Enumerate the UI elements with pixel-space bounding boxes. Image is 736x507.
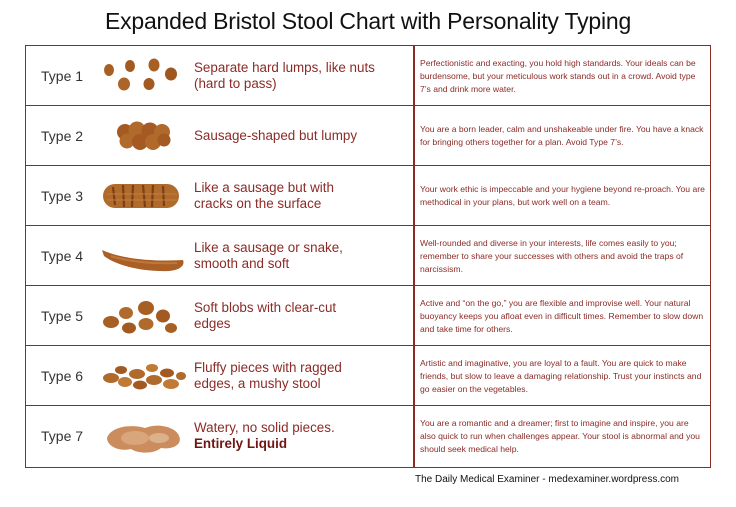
stool-description [194,226,406,286]
type-label: Type 2 [41,128,84,144]
personality-text [420,46,706,106]
description-line-2: smooth and soft [194,256,290,271]
description-line-1: Fluffy pieces with ragged [194,360,342,375]
stool-lumpy-sausage-icon [99,114,189,158]
page-title: Expanded Bristol Stool Chart with Personality Typing [104,8,632,34]
personality-paragraph: Well-rounded and diverse in your interests, life comes easily to you; remember to share your successes with others and avoid the traps of narcissism. [420,237,684,274]
personality-text [420,406,706,466]
description-line-1: Soft blobs with clear-cut [194,300,337,315]
type-label: Type 7 [41,428,84,444]
type-label: Type 3 [41,188,84,204]
stool-description [194,106,406,166]
footer-credit: The Daily Medical Examiner - medexaminer.wordpress.com [415,474,679,485]
stool-description [194,406,406,466]
stool-description [194,166,406,226]
stool-description [194,46,406,106]
personality-paragraph: Artistic and imaginative, you are loyal to a fault. You are quick to make friends, but slow to leave a damaging relationship. Trust your instincts and go easier on the vegetables. [420,357,702,394]
personality-text [420,286,706,346]
personality-text [420,166,706,226]
stool-chart-table [25,45,711,468]
stool-description [194,286,406,346]
personality-text [420,226,706,286]
description-line-1: Separate hard lumps, like nuts [194,60,375,75]
description-line-2: edges [194,316,231,331]
chart-row-type-4 [26,226,710,286]
type-label: Type 4 [41,248,84,264]
personality-paragraph: You are a born leader, calm and unshakeable under fire. You have a knack for bringing others together for a plan. Avoid Type 7’s. [420,124,704,147]
chart-row-type-6 [26,346,710,406]
chart-row-type-2 [26,106,710,166]
type-label: Type 5 [41,308,84,324]
description-line-2: edges, a mushy stool [194,376,321,391]
type-label: Type 1 [41,68,84,84]
type-label: Type 6 [41,368,84,384]
description-line-1: Like a sausage but with [194,180,334,195]
stool-description [194,346,406,406]
stool-cracked-sausage-icon [99,174,189,218]
chart-row-type-3 [26,166,710,226]
personality-paragraph: Perfectionistic and exacting, you hold high standards. Your ideals can be burdensome, but your meticulous work stands out in a crowd. Avoid type 7’s and drink more water. [420,57,696,94]
personality-text [420,106,706,166]
description-line-1: Like a sausage or snake, [194,240,343,255]
stool-liquid-icon [99,414,189,458]
chart-row-type-5 [26,286,710,346]
stool-lumps-icon [99,54,189,98]
description-line-2: Entirely Liquid [194,436,287,451]
personality-text [420,346,706,406]
description-line-1: Watery, no solid pieces. [194,420,335,435]
personality-paragraph: Your work ethic is impeccable and your hygiene beyond re-proach. You are methodical in your plans, but work well on a team. [420,184,705,207]
description-line-2: cracks on the surface [194,196,322,211]
chart-row-type-1 [26,46,710,106]
description-line-2: (hard to pass) [194,76,277,91]
stool-fluffy-pieces-icon [99,354,189,398]
chart-row-type-7 [26,406,710,466]
stool-soft-blobs-icon [99,294,189,338]
personality-paragraph: Active and “on the go,” you are flexible and improvise well. Your natural buoyancy keeps you afloat even in difficult times. Remember to slow down and take time for others. [420,297,704,334]
stool-smooth-snake-icon [99,234,189,278]
description-line-1: Sausage-shaped but lumpy [194,128,358,143]
personality-paragraph: You are a romantic and a dreamer; first to imagine and inspire, you are also quick to run when challenges appear. Your stool is abnormal and you should seek medical help. [420,417,700,454]
